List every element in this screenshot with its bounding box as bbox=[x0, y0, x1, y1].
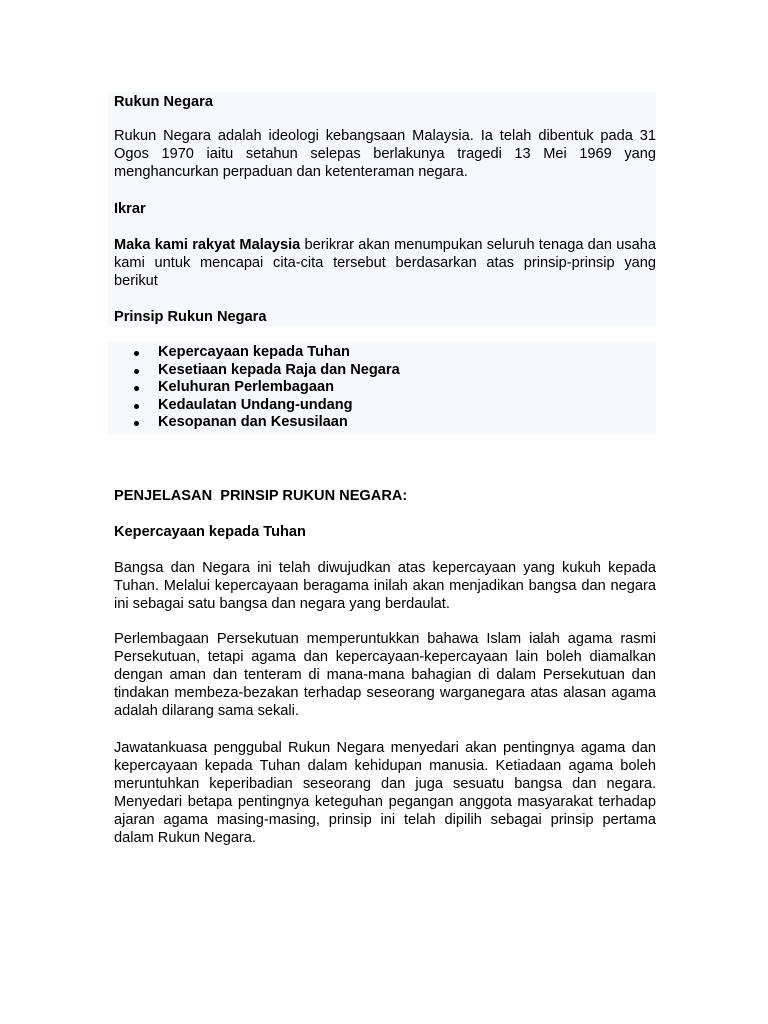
principle-label: Kesopanan dan Kesusilaan bbox=[158, 414, 348, 431]
explanation-paragraph-2: Perlembagaan Persekutuan memperuntukkan bahawa Islam ialah agama rasmi Persekutuan, tetapi agama dan kepercayaan-kepercayaan lain boleh diamalkan dengan aman dan tenteram di mana-mana bahagian di dalam Persekutuan dan tindakan membeza-bezakan terhadap seseorang warganegara atas alasan agama adalah dilarang sama sekali. bbox=[114, 631, 656, 719]
principles-heading: Prinsip Rukun Negara bbox=[114, 309, 267, 325]
list-item bbox=[114, 397, 656, 415]
list-item bbox=[114, 414, 656, 432]
bullet-icon bbox=[134, 351, 139, 356]
principle-label: Keluhuran Perlembagaan bbox=[158, 379, 334, 396]
list-item bbox=[114, 344, 656, 362]
explanation-heading: PENJELASAN PRINSIP RUKUN NEGARA: bbox=[114, 488, 408, 504]
intro-paragraph: Rukun Negara adalah ideologi kebangsaan Malaysia. Ia telah dibentuk pada 31 Ogos 1970 iaitu setahun selepas berlakunya tragedi 13 Mei 1969 yang menghancurkan perpaduan dan ketenteraman negara. bbox=[114, 128, 656, 180]
explanation-paragraph-3: Jawatankuasa penggubal Rukun Negara menyedari akan pentingnya agama dan kepercayaan kepada Tuhan dalam kehidupan manusia. Ketiadaan agama boleh meruntuhkan keperibadian seseorang dan juga sesuatu bangsa dan negara. Menyedari betapa pentingnya keteguhan pegangan anggota masyarakat terhadap ajaran agama masing-masing, prinsip ini telah dipilih sebagai prinsip pertama dalam Rukun Negara. bbox=[114, 740, 656, 846]
principles-list bbox=[114, 344, 656, 432]
bullet-icon bbox=[134, 404, 139, 409]
explanation-subheading: Kepercayaan kepada Tuhan bbox=[114, 524, 306, 540]
list-item bbox=[114, 362, 656, 380]
ikrar-text: berikrar akan menumpukan seluruh tenaga dan usaha kami untuk mencapai cita-cita tersebut berdasarkan atas prinsip-prinsip yang berikut bbox=[114, 237, 656, 289]
ikrar-bold-lead: Maka kami rakyat Malaysia bbox=[114, 237, 301, 253]
list-item bbox=[114, 379, 656, 397]
rukun-negara-heading: Rukun Negara bbox=[114, 94, 213, 110]
bullet-icon bbox=[134, 386, 139, 391]
principle-label: Kepercayaan kepada Tuhan bbox=[158, 344, 350, 360]
ikrar-heading: Ikrar bbox=[114, 201, 146, 217]
ikrar-paragraph bbox=[114, 236, 656, 290]
explanation-paragraph-1: Bangsa dan Negara ini telah diwujudkan atas kepercayaan yang kukuh kepada Tuhan. Melalui kepercayaan beragama inilah akan menjadikan bangsa dan negara ini sebagai satu bangsa dan negara yang berdaulat. bbox=[114, 560, 656, 612]
bullet-icon bbox=[134, 369, 139, 374]
bullet-icon bbox=[134, 421, 139, 426]
principle-label: Kesetiaan kepada Raja dan Negara bbox=[158, 361, 400, 378]
principle-label: Kedaulatan Undang-undang bbox=[158, 396, 353, 413]
